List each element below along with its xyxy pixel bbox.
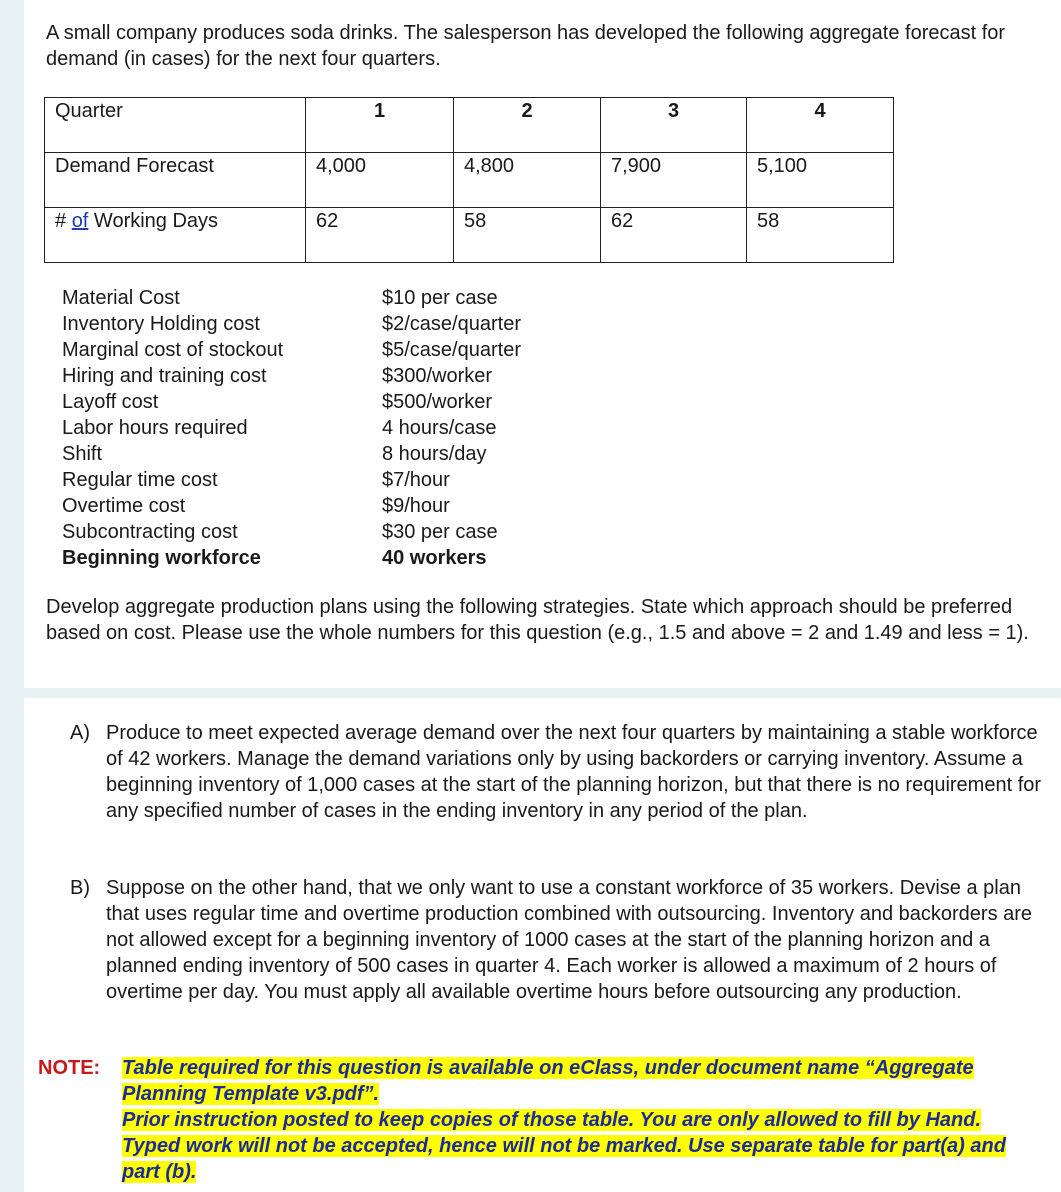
cost-value: $5/case/quarter bbox=[382, 339, 521, 361]
cost-row bbox=[62, 415, 521, 441]
cost-label: Inventory Holding cost bbox=[62, 313, 260, 335]
cost-list bbox=[62, 285, 521, 571]
cost-row bbox=[62, 441, 521, 467]
demand-label: Demand Forecast bbox=[45, 153, 306, 208]
cost-label: Marginal cost of stockout bbox=[62, 339, 284, 361]
cost-row bbox=[62, 493, 521, 519]
cost-value: 40 workers bbox=[382, 547, 487, 569]
cost-label: Layoff cost bbox=[62, 391, 159, 413]
question-page-bottom bbox=[24, 698, 1061, 1192]
cost-label: Shift bbox=[62, 443, 103, 465]
days-label-suffix: Working Days bbox=[88, 210, 219, 232]
working-days-row bbox=[45, 208, 894, 263]
cost-value: $500/worker bbox=[382, 391, 493, 413]
note-line-1: Table required for this question is available on eClass, under document name “Aggregate Planning Template v3.pdf”. bbox=[122, 1057, 974, 1105]
days-q3: 62 bbox=[601, 208, 747, 263]
part-a-text: Produce to meet expected average demand over the next four quarters by maintaining a stable workforce of 42 workers. Manage the demand variations only by using backorders or carrying inventory. Assume a beginning inventory of 1,000 cases at the start of the planning horizon, but that there is no requirement for any specified number of cases in the ending inventory in any period of the plan. bbox=[106, 722, 1042, 822]
cost-value: $7/hour bbox=[382, 469, 450, 491]
cost-row bbox=[62, 337, 521, 363]
working-days-label bbox=[45, 208, 306, 263]
cost-label: Material Cost bbox=[62, 287, 180, 309]
cost-row bbox=[62, 545, 521, 571]
quarter-2-header: 2 bbox=[454, 98, 601, 153]
quarter-1-header: 1 bbox=[306, 98, 454, 153]
note-body bbox=[122, 1055, 1027, 1185]
cost-value: $9/hour bbox=[382, 495, 450, 517]
part-b-text: Suppose on the other hand, that we only want to use a constant workforce of 35 workers. Devise a plan that uses regular time and overtime production combined with outsourcing. Inventory and backorders are not allowed except for a beginning inventory of 1000 cases at the start of the planning horizon and a planned ending inventory of 500 cases in quarter 4. Each worker is allowed a maximum of 2 hours of overtime per day. You must apply all available overtime hours before outsourcing any production. bbox=[106, 877, 1033, 1003]
days-label-of: of bbox=[71, 210, 89, 232]
question-page-top bbox=[24, 0, 1061, 688]
cost-row bbox=[62, 363, 521, 389]
cost-row bbox=[62, 311, 521, 337]
cost-value: $2/case/quarter bbox=[382, 313, 521, 335]
cost-row bbox=[62, 467, 521, 493]
part-b-letter: B) bbox=[70, 877, 90, 899]
cost-label: Subcontracting cost bbox=[62, 521, 238, 543]
demand-q4: 5,100 bbox=[747, 153, 894, 208]
cost-value: $300/worker bbox=[382, 365, 493, 387]
intro-paragraph: A small company produces soda drinks. The salesperson has developed the following aggregate forecast for demand (in cases) for the next four quarters. bbox=[46, 22, 1006, 70]
days-q4: 58 bbox=[747, 208, 894, 263]
cost-label: Hiring and training cost bbox=[62, 365, 267, 387]
cost-label: Labor hours required bbox=[62, 417, 248, 439]
part-a-letter: A) bbox=[70, 722, 90, 744]
forecast-table bbox=[44, 97, 894, 263]
quarter-label: Quarter bbox=[45, 98, 306, 153]
part-b bbox=[70, 875, 1046, 1005]
days-label-prefix: # bbox=[55, 210, 72, 232]
days-q2: 58 bbox=[454, 208, 601, 263]
cost-value: $30 per case bbox=[382, 521, 498, 543]
cost-row bbox=[62, 389, 521, 415]
demand-q3: 7,900 bbox=[601, 153, 747, 208]
cost-value: $10 per case bbox=[382, 287, 498, 309]
note-line-2: Prior instruction posted to keep copies of those table. You are only allowed to fill by Hand. Typed work will not be accepted, hence will not be marked. Use separate table for part(a) and part (b). bbox=[122, 1109, 1006, 1183]
cost-label: Regular time cost bbox=[62, 469, 218, 491]
demand-q1: 4,000 bbox=[306, 153, 454, 208]
note-label: NOTE: bbox=[38, 1057, 101, 1079]
demand-row bbox=[45, 153, 894, 208]
cost-value: 4 hours/case bbox=[382, 417, 497, 439]
instructions-paragraph: Develop aggregate production plans using the following strategies. State which approach should be preferred based on cost. Please use the whole numbers for this question (e.g., 1.5 and above = 2 and 1.49 and less = 1). bbox=[46, 596, 1029, 644]
note-block bbox=[38, 1055, 1027, 1185]
quarter-4-header: 4 bbox=[747, 98, 894, 153]
quarter-3-header: 3 bbox=[601, 98, 747, 153]
cost-row bbox=[62, 285, 521, 311]
part-a bbox=[70, 720, 1046, 824]
demand-q2: 4,800 bbox=[454, 153, 601, 208]
cost-row bbox=[62, 519, 521, 545]
cost-label: Beginning workforce bbox=[62, 547, 261, 569]
cost-label: Overtime cost bbox=[62, 495, 186, 517]
days-q1: 62 bbox=[306, 208, 454, 263]
table-header-row bbox=[45, 98, 894, 153]
cost-value: 8 hours/day bbox=[382, 443, 487, 465]
